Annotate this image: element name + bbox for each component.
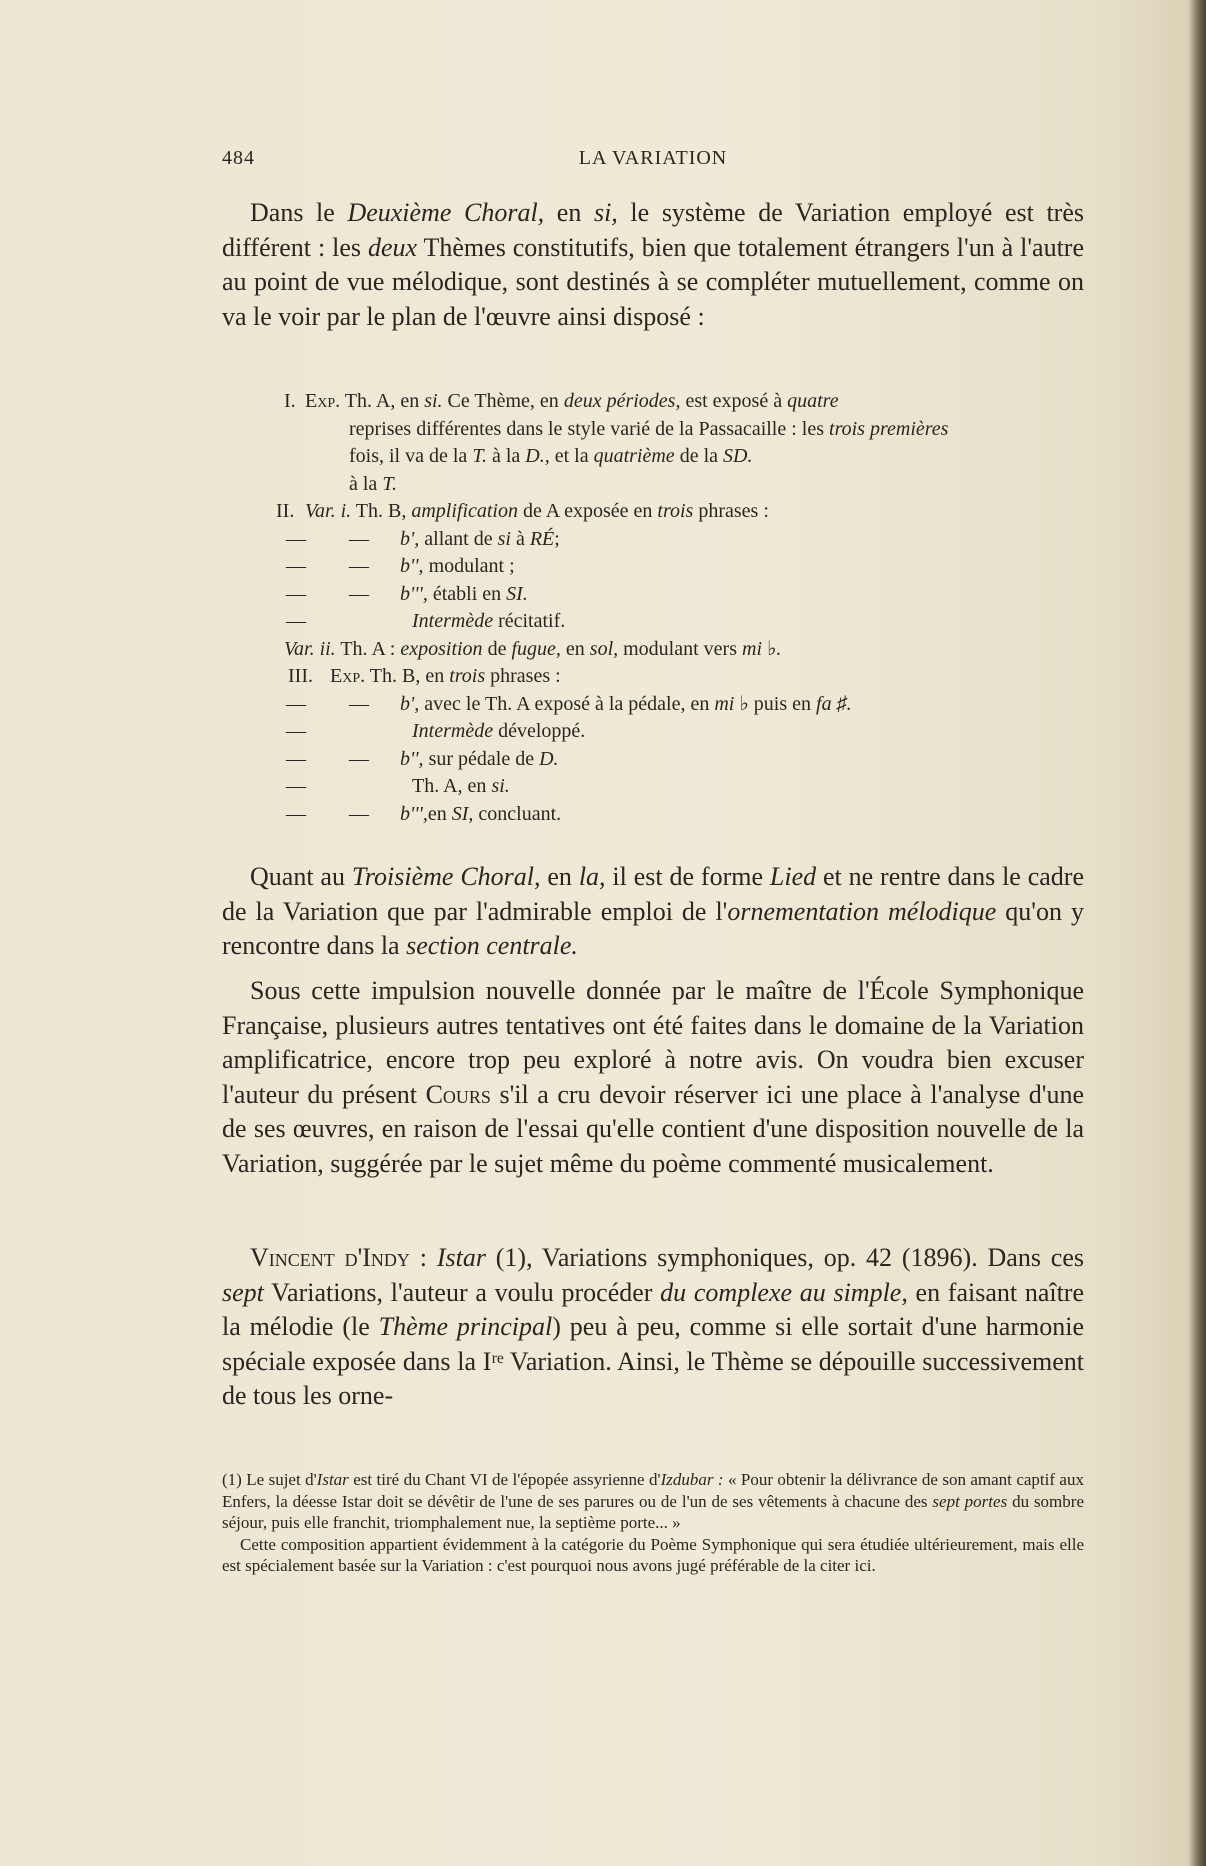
plan-text: à la T. (349, 472, 397, 495)
plan-text: Var. ii. Th. A : exposition de fugue, en sol, modulant vers mi ♭. (284, 637, 782, 660)
plan-text: fois, il va de la T. à la D., et la quatrième de la SD. (349, 445, 753, 467)
plan-row-7 (222, 636, 1084, 664)
section-number: II. (276, 500, 295, 522)
plan-row-8 (222, 663, 1084, 691)
text: (1), Variations symphoniques, op. 42 (1896). Dans ces (485, 1243, 1084, 1272)
footnote-note: Cette composition appartient évidemment à la catégorie du Poème Symphonique qui sera étudiée ultérieurement, mais elle est spécialement basée sur la Variation : c'est pourquoi nous avons jugé préférable de la citer ici. (222, 1534, 1084, 1575)
footnote-1: (1) Le sujet d'Istar est tiré du Chant VI de l'épopée assyrienne d'Izdubar : « Pour obtenir la délivrance de son amant captif aux Enfers, la déesse Istar doit se dévêtir de l'une de ses parures ou de l'un de ses vêtements à chacune des sept portes du sombre séjour, puis elle franchit, triomphalement nue, la septième porte... » (222, 1470, 1084, 1532)
text-italic: Lied (769, 862, 817, 891)
dash: — (286, 692, 306, 715)
plan-row-10 (222, 718, 1084, 746)
paragraph-troisieme-choral (222, 860, 1084, 964)
plan-row-1 (222, 388, 1084, 416)
plan-text: b'', modulant ; (400, 555, 515, 577)
text-italic: section centrale. (406, 931, 578, 960)
text-italic: deux (367, 232, 418, 262)
plan-text: Exp. Th. B, en trois phrases : (330, 665, 561, 687)
text: le système de Variation employé est très différent : les (222, 198, 1084, 262)
page-number: 484 (222, 147, 255, 169)
paragraph-istar (222, 1241, 1084, 1414)
text: Thèmes constitutifs, bien que totalement étrangers l'un à l'autre au point de vue mélodique, sont destinés à se compléter mutuellement, comme on va le voir par le plan de l'œuvre ainsi disposé : (222, 232, 1084, 331)
text-italic: si, (593, 198, 618, 227)
text-italic: Troisième Choral, (351, 862, 541, 891)
text: il est de forme (605, 862, 770, 891)
section-number: I. (284, 390, 296, 412)
plan-text: Var. i. Th. B, amplification de A exposée en trois phrases : (305, 500, 769, 522)
dash: — (286, 775, 306, 797)
plan-row-6 (222, 608, 1084, 636)
dash: — (286, 747, 306, 770)
running-title: LA VARIATION (578, 147, 728, 169)
dash: — (349, 527, 369, 550)
footnotes (222, 1469, 1084, 1577)
plan-row-1b (222, 416, 1084, 444)
page-edge-shadow (1188, 0, 1206, 1866)
paragraph-impulsion (222, 974, 1084, 1181)
dash: — (349, 582, 369, 605)
dash: — (349, 692, 369, 715)
plan-text: Exp. Th. A, en si. Ce Thème, en deux périodes, est exposé à quatre (305, 390, 839, 412)
plan-row-4 (222, 553, 1084, 581)
plan-row-1d (222, 471, 1084, 499)
work-plan (222, 388, 1084, 828)
text: en (544, 198, 594, 227)
dash: — (286, 582, 306, 605)
text-italic: Deuxième Choral, (347, 198, 545, 227)
text: Variations, l'auteur a voulu procéder (263, 1277, 661, 1307)
dash: — (349, 747, 369, 770)
section-number: III. (288, 665, 313, 687)
text-italic: Thème principal (378, 1312, 553, 1341)
text: et ne rentre dans le cadre de la Variation que par l'admirable emploi de l' (222, 862, 1085, 926)
plan-row-11 (222, 746, 1084, 774)
text-italic: la, (578, 862, 606, 891)
page-header (222, 147, 1084, 173)
text-small-caps: Cours (425, 1079, 491, 1109)
text: en (540, 862, 579, 891)
text: s'il a cru devoir réserver ici une place à l'analyse d'une de ses œuvres, en raison de l'essai qu'elle contient d'une disposition nouvelle de la Variation, suggérée par le sujet même du poème commenté musicalement. (222, 1079, 1084, 1178)
plan-text: reprises différentes dans le style varié de la Passacaille : les trois premières (349, 417, 949, 440)
plan-text: Th. A, en si. (412, 775, 510, 797)
text: en faisant naître la mélodie (le (222, 1277, 1084, 1341)
plan-text: b', allant de si à RÉ; (400, 527, 560, 550)
plan-row-2 (222, 498, 1084, 526)
dash: — (286, 555, 306, 577)
dash: — (286, 610, 306, 632)
plan-row-5 (222, 581, 1084, 609)
paragraph-deuxieme-choral (222, 196, 1084, 334)
text-italic: sept (222, 1277, 264, 1307)
text-italic: du complexe au simple, (660, 1277, 908, 1307)
plan-row-1c (222, 443, 1084, 471)
text-italic: ornementation mélodique (727, 896, 997, 926)
plan-row-3 (222, 526, 1084, 554)
plan-row-9 (222, 691, 1084, 719)
plan-text: b''',en SI, concluant. (400, 802, 562, 825)
dash: — (349, 555, 369, 577)
plan-row-12 (222, 773, 1084, 801)
text-italic: trois premières (829, 417, 949, 440)
text: Quant au (250, 862, 352, 891)
dash: — (349, 802, 369, 825)
dash: — (286, 720, 306, 742)
plan-text: Intermède développé. (412, 720, 586, 742)
text: ) peu à peu, comme si elle sortait d'une harmonie spéciale exposée dans la Iʳᵉ Variation. Ainsi, le Thème se dépouille successivement de tous les orne- (222, 1312, 1084, 1410)
plan-row-13 (222, 801, 1084, 829)
plan-text: b''', établi en SI. (400, 582, 528, 605)
work-title: Istar (436, 1243, 486, 1272)
plan-text: Intermède récitatif. (412, 610, 566, 632)
dash: — (286, 527, 306, 550)
dash: — (286, 802, 306, 825)
text: Sous cette impulsion nouvelle donnée par le maître de l'École Symphonique Française, plusieurs autres tentatives ont été faites dans le domaine de la Variation amplificatrice, encore trop peu exploré à notre avis. On voudra bien excuser l'auteur du présent (222, 976, 1084, 1109)
text: Dans le (250, 198, 348, 227)
plan-text: b', avec le Th. A exposé à la pédale, en mi ♭ puis en fa ♯. (400, 692, 852, 715)
text: : (409, 1243, 437, 1272)
text: qu'on y rencontre dans la (222, 896, 1084, 960)
composer-name: Vincent d'Indy (250, 1243, 410, 1272)
plan-text: b'', sur pédale de D. (400, 747, 559, 770)
